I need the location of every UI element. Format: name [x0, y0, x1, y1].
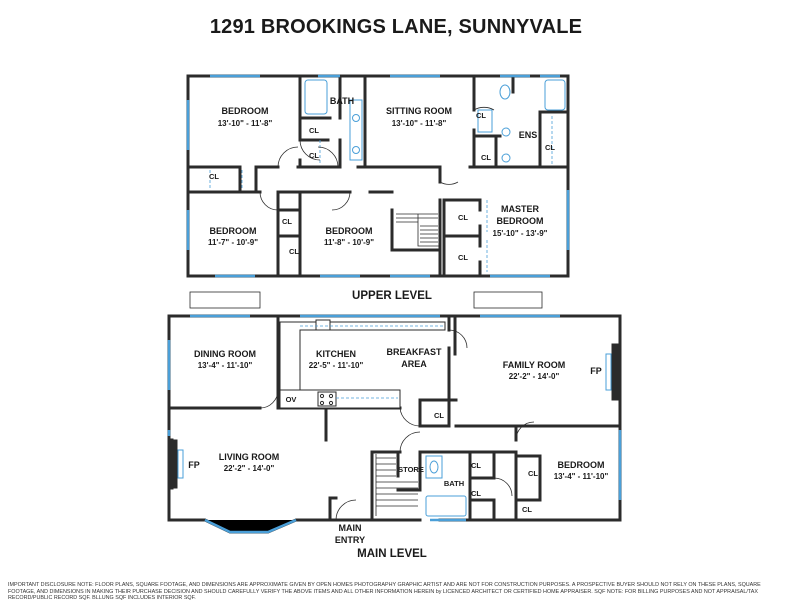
closet-label: CL: [545, 143, 555, 152]
disclaimer-text: IMPORTANT DISCLOSURE NOTE: FLOOR PLANS, SQUARE FOOTAGE, AND DIMENSIONS ARE APPROXIMATE GIVEN BY OPEN HOMES PHOTOGRAPHY GRAPHIC ARTIST AND ARE NOT FOR CONSTRUCTION PURPOSES. A PROSPECTIVE BUYER SHOULD NOT RELY ON THESE PLANS, SQUARE FOOTAGE, AND DIMENSIONS IN MAKING THEIR PURCHASE DECISION AND SHOULD CAREFULLY VERIFY THE ABOVE ITEMS AND ALL OTHER INFORMATION HEREIN by LICENCED ARCHITECT OR CERTIFIED HOME APPRAISER. SQF NOTE: FOR BILLING PURPOSES AND NOT APPRAISAL/TAX RECORD/PUBLIC RECORD SQF. BLLUNG SQF INCLUDES INTERIOR SQF.: [8, 582, 761, 602]
room-name-bedroom-2: BEDROOM: [209, 226, 257, 236]
plan-title: 1291 BROOKINGS LANE, SUNNYVALE: [209, 16, 583, 38]
room-dims-dining-room: 13'-4" - 11'-10": [197, 361, 253, 370]
room-dims-living-room: 22'-2" - 14'-0": [223, 464, 275, 473]
closet-label: CL: [522, 505, 532, 514]
closet-label: CL: [481, 153, 491, 162]
room-dims-kitchen: 22'-5" - 11'-10": [308, 361, 364, 370]
level-label-upper: UPPER LEVEL: [352, 290, 432, 302]
room-name-breakfast-line1: BREAKFAST: [386, 347, 442, 357]
closet-label: CL: [458, 213, 468, 222]
closet-label: CL: [289, 247, 299, 256]
room-dims-family-room: 22'-2" - 14'-0": [508, 372, 560, 381]
closet-label: CL: [282, 217, 292, 226]
upper-stairs: [396, 214, 440, 246]
fireplace-label: FP: [188, 460, 200, 470]
room-name-sitting-room: SITTING ROOM: [386, 106, 452, 116]
room-name-family-room: FAMILY ROOM: [502, 360, 566, 370]
room-name-bath-main: BATH: [443, 479, 465, 488]
closet-label: CL: [476, 111, 486, 120]
room-dims-bedroom-4: 13'-4" - 11'-10": [553, 472, 609, 481]
fireplace-label: FP: [590, 366, 602, 376]
room-name-ensuite: ENS: [518, 130, 538, 140]
room-name-bath-upper: BATH: [329, 96, 355, 106]
room-name-bedroom-1: BEDROOM: [221, 106, 269, 116]
room-name-master-line1: MASTER: [501, 204, 539, 214]
closet-label: CL: [471, 461, 481, 470]
room-dims-master: 15'-10" - 13'-9": [492, 229, 548, 238]
upper-doors: [260, 107, 494, 210]
room-dims-bedroom-1: 13'-10" - 11'-8": [217, 119, 273, 128]
entry-label-line2: ENTRY: [334, 535, 366, 545]
closet-label: CL: [528, 469, 538, 478]
room-name-breakfast-line2: AREA: [401, 359, 427, 369]
closet-label: CL: [471, 489, 481, 498]
closet-label: CL: [458, 253, 468, 262]
room-name-master-line2: BEDROOM: [496, 216, 544, 226]
entry-label-line1: MAIN: [338, 523, 362, 533]
room-name-dining-room: DINING ROOM: [194, 349, 256, 359]
room-name-kitchen: KITCHEN: [316, 349, 356, 359]
room-dims-sitting-room: 13'-10" - 11'-8": [391, 119, 447, 128]
oven-label: OV: [285, 395, 297, 404]
level-label-main: MAIN LEVEL: [357, 548, 427, 560]
closet-label: CL: [309, 126, 319, 135]
closet-label: CL: [209, 172, 219, 181]
room-dims-bedroom-3: 11'-8" - 10'-9": [323, 238, 375, 247]
room-name-bedroom-4: BEDROOM: [557, 460, 605, 470]
room-dims-bedroom-2: 11'-7" - 10'-9": [207, 238, 259, 247]
closet-label: CL: [434, 411, 444, 420]
room-name-living-room: LIVING ROOM: [218, 452, 280, 462]
room-name-bedroom-3: BEDROOM: [325, 226, 373, 236]
closet-label: CL: [309, 151, 319, 160]
upper-dashed-lines: [207, 116, 552, 272]
room-name-store: STORE: [398, 465, 424, 474]
